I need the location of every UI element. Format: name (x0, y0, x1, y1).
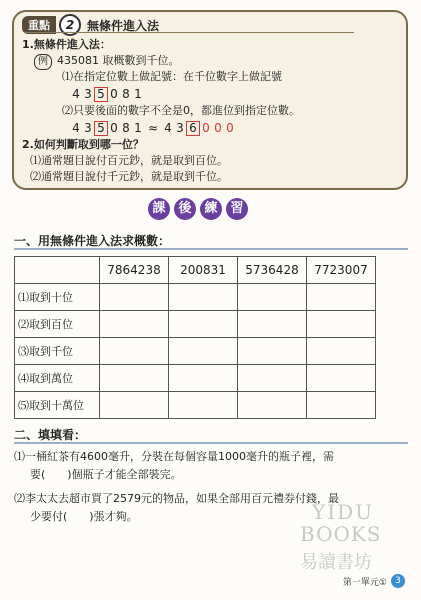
answer-cell[interactable] (100, 365, 169, 392)
step2-text: ⑵只要後面的數字不全是0，都進位到指定位數。 (62, 104, 300, 117)
unit-label: 第一單元① (342, 577, 387, 588)
question1-line1: ⑴一桶紅茶有4600毫升，分裝在每個容量1000毫升的瓶子裡，需 (14, 450, 334, 463)
answer-cell[interactable] (238, 365, 307, 392)
answer-cell[interactable] (169, 284, 238, 311)
answer-cell[interactable] (169, 392, 238, 419)
banner-char: 後 (174, 198, 196, 220)
point1-title: 1.無條件進入法： (22, 38, 111, 51)
concept-title: 無條件進入法 (87, 18, 160, 33)
banner-char: 課 (148, 198, 170, 220)
row-label: ⑷取到萬位 (15, 365, 100, 392)
table-row (15, 338, 376, 365)
digit: 8 (122, 87, 130, 101)
approx-sign: ≈ (147, 121, 159, 135)
digit-marked: 5 (94, 87, 108, 102)
digit: 4 (164, 121, 172, 135)
step1-text: ⑴在指定位數上做記號：在千位數字上做記號 (62, 70, 282, 83)
question2-line1: ⑵李太太去超市買了2579元的物品，如果全部用百元禮券付錢，最 (14, 492, 339, 505)
column-header: 5736428 (238, 257, 307, 284)
concept-number: 2 (59, 14, 81, 36)
answer-cell[interactable] (238, 284, 307, 311)
table-row (15, 365, 376, 392)
digit-red: 0 (202, 121, 210, 135)
column-header: 7723007 (307, 257, 376, 284)
practice-banner (148, 198, 248, 220)
section2-rule (14, 442, 408, 444)
answer-cell[interactable] (100, 284, 169, 311)
row-label: ⑴取到十位 (15, 284, 100, 311)
question1-line2: 要( )個瓶子才能全部裝完。 (30, 468, 182, 481)
example-line (34, 54, 180, 70)
digit: 3 (176, 121, 184, 135)
answer-cell[interactable] (307, 284, 376, 311)
answer-cell[interactable] (100, 311, 169, 338)
digit: 8 (122, 121, 130, 135)
watermark-chinese: 易讀書坊 (300, 552, 372, 573)
row-label: ⑵取到百位 (15, 311, 100, 338)
table-row (15, 311, 376, 338)
question2-line2: 少要付( )張才夠。 (30, 510, 138, 523)
answer-cell[interactable] (169, 311, 238, 338)
row-label: ⑸取到十萬位 (15, 392, 100, 419)
table-header-row (15, 257, 376, 284)
page-number: 3 (391, 574, 405, 588)
digits-marked (70, 87, 144, 102)
answer-cell[interactable] (169, 338, 238, 365)
digit: 4 (72, 121, 80, 135)
digit-marked: 6 (186, 121, 200, 136)
answer-cell[interactable] (307, 338, 376, 365)
answer-cell[interactable] (238, 338, 307, 365)
section1-heading: 一、用無條件進入法求概數： (14, 234, 171, 248)
row-label: ⑶取到千位 (15, 338, 100, 365)
banner-char: 練 (200, 198, 222, 220)
answer-cell[interactable] (307, 392, 376, 419)
digit: 4 (72, 87, 80, 101)
column-header: 7864238 (100, 257, 169, 284)
digits-rounded (70, 121, 236, 136)
digit: 3 (84, 87, 92, 101)
page-footer (343, 574, 405, 588)
table-row (15, 284, 376, 311)
watermark-yidu: YIDU (312, 500, 374, 524)
digit-red: 0 (214, 121, 222, 135)
answer-cell[interactable] (100, 338, 169, 365)
column-header: 200831 (169, 257, 238, 284)
answer-cell[interactable] (238, 311, 307, 338)
point2-a: ⑴通常題目說付百元鈔，就是取到百位。 (30, 154, 228, 167)
example-tag: 例 (34, 54, 52, 70)
digit: 0 (110, 121, 118, 135)
digit-marked: 5 (94, 121, 108, 136)
answer-cell[interactable] (100, 392, 169, 419)
point2-b: ⑵通常題目說付千元鈔，就是取到千位。 (30, 170, 228, 183)
example-text: 435081 取概數到千位。 (57, 54, 180, 67)
heading-underline (24, 32, 354, 33)
section2-heading: 二、填填看： (14, 428, 87, 442)
answer-cell[interactable] (238, 392, 307, 419)
answer-cell[interactable] (307, 311, 376, 338)
table-corner (15, 257, 100, 284)
digit: 3 (84, 121, 92, 135)
digit: 1 (134, 121, 142, 135)
point2-title: 2.如何判斷取到哪一位？ (22, 138, 144, 151)
banner-char: 習 (226, 198, 248, 220)
digit: 1 (134, 87, 142, 101)
watermark-books: BOOKS (300, 522, 382, 546)
key-point-badge: 重點 (22, 16, 56, 34)
section1-rule (14, 248, 408, 250)
answer-cell[interactable] (169, 365, 238, 392)
answer-cell[interactable] (307, 365, 376, 392)
rounding-table (14, 256, 376, 419)
digit: 0 (110, 87, 118, 101)
table-row (15, 392, 376, 419)
digit-red: 0 (226, 121, 234, 135)
